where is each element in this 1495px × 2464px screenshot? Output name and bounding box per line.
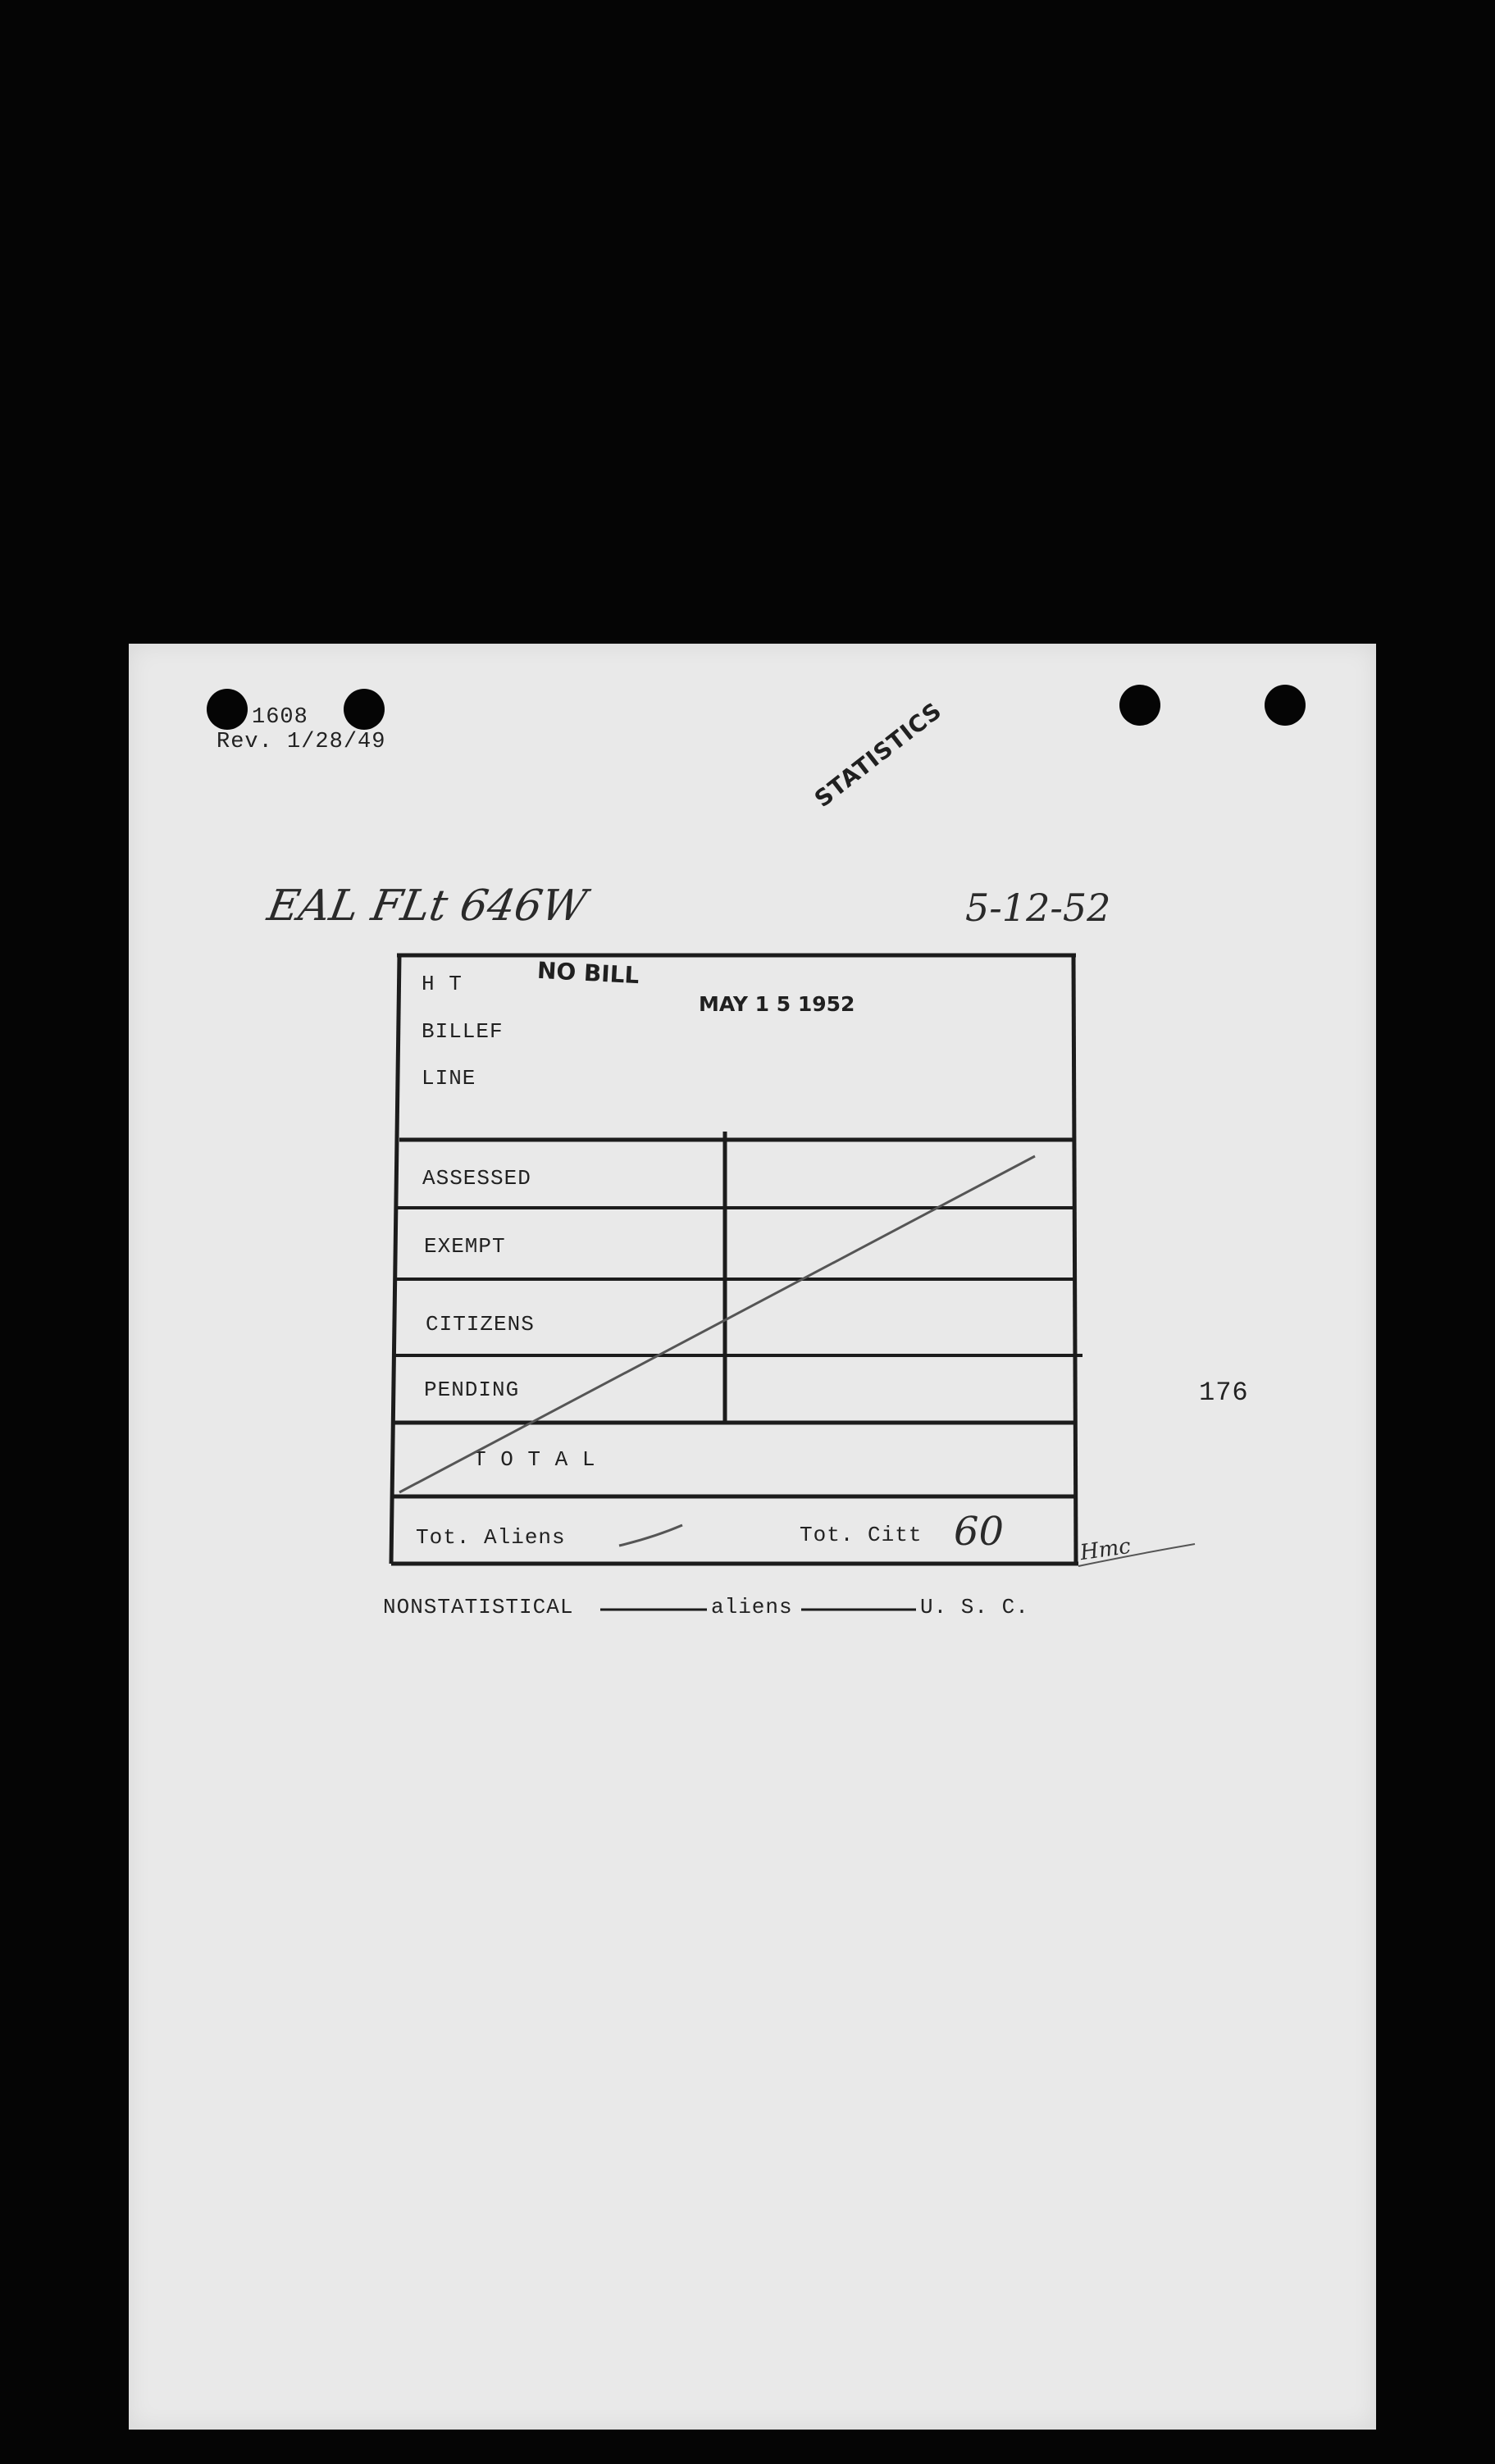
form-lines — [129, 644, 1376, 2430]
row-assessed: ASSESSED — [422, 1166, 531, 1191]
statistics-stamp: STATISTICS — [809, 696, 947, 813]
tot-citizens-value: 60 — [954, 1509, 1005, 1555]
tot-aliens-dash — [619, 1525, 682, 1546]
handwritten-flight: EAL FLt 646W — [263, 881, 590, 931]
total-label: T O T A L — [473, 1447, 596, 1472]
handwritten-initials: Hmc — [1078, 1533, 1133, 1566]
side-number: 176 — [1199, 1378, 1249, 1408]
header-line-ht: H T — [422, 972, 463, 996]
initials-line — [1078, 1544, 1195, 1566]
footer-nonstatistical: NONSTATISTICAL — [383, 1595, 574, 1619]
box-left-line — [391, 955, 399, 1564]
footer-usc: U. S. C. — [920, 1595, 1029, 1619]
box-right-line — [1073, 955, 1076, 1564]
header-line-line: LINE — [422, 1066, 476, 1091]
handwritten-date: 5-12-52 — [965, 886, 1111, 930]
footer-aliens: aliens — [711, 1595, 793, 1619]
tot-aliens-label: Tot. Aliens — [416, 1525, 566, 1550]
form-revision: Rev. 1/28/49 — [217, 730, 386, 754]
form-number: 1608 — [252, 705, 308, 730]
document-page — [129, 644, 1376, 2430]
date-received-stamp: MAY 1 5 1952 — [699, 992, 855, 1016]
tot-citizens-label: Tot. Citt — [800, 1523, 923, 1547]
row-pending: PENDING — [424, 1378, 520, 1402]
header-line-biller: BILLEF — [422, 1019, 504, 1044]
no-bill-stamp: NO BILL — [536, 956, 640, 990]
row-exempt: EXEMPT — [424, 1234, 506, 1259]
row-citizens: CITIZENS — [426, 1312, 535, 1337]
